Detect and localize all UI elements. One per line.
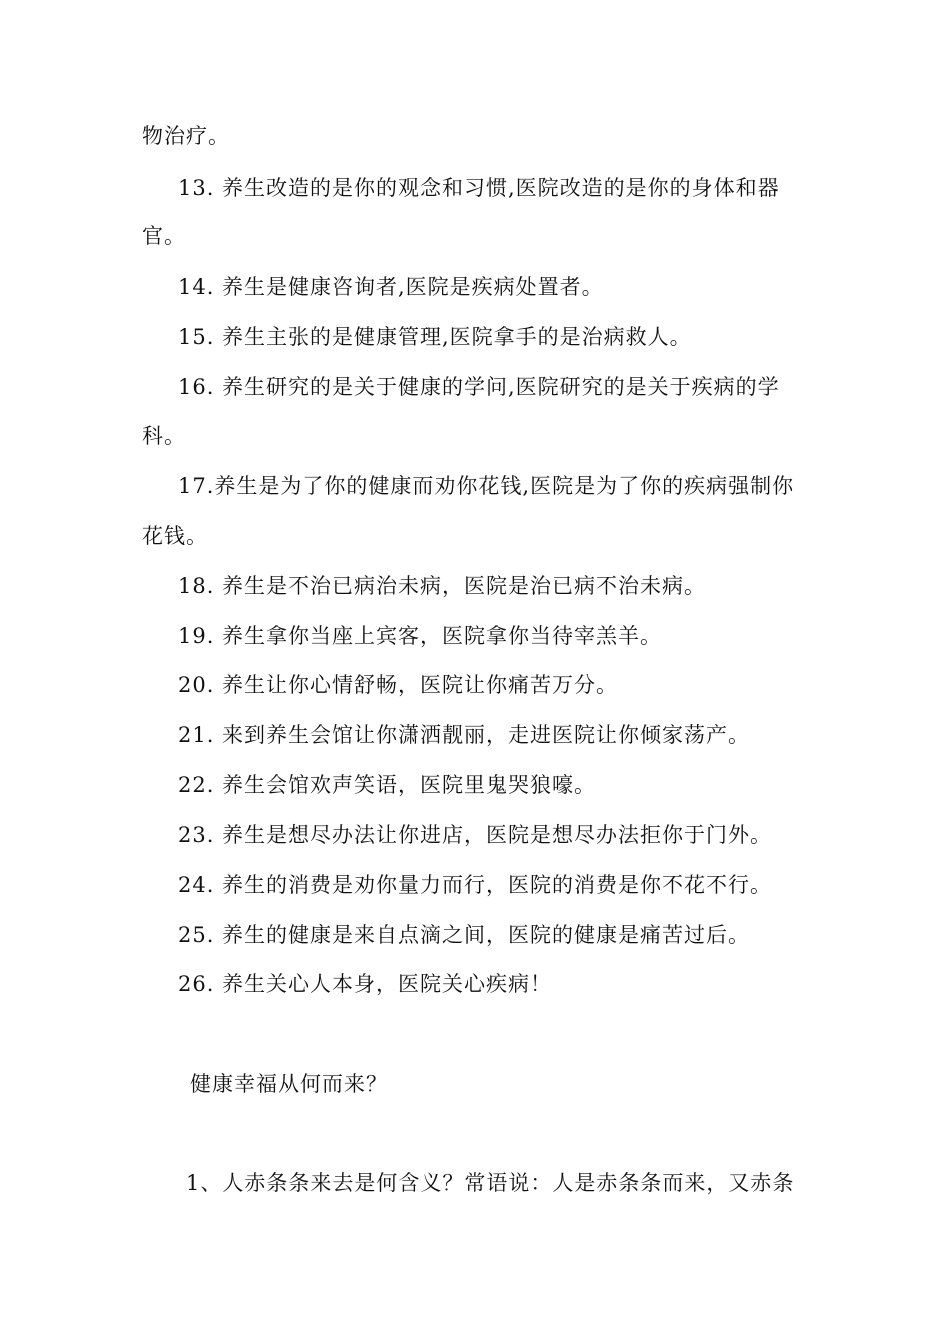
- list-item-14: 14. 养生是健康咨询者,医院是疾病处置者。: [178, 275, 604, 299]
- list-item-26: 26. 养生关心人本身，医院关心疾病！: [178, 972, 552, 996]
- list-item-25: 25. 养生的健康是来自点滴之间，医院的健康是痛苦过后。: [178, 923, 750, 947]
- text-line: 科。: [142, 424, 186, 448]
- text-line: 花钱。: [142, 524, 208, 548]
- text-line: 物治疗。: [142, 124, 230, 148]
- list-item-24: 24. 养生的消费是劝你量力而行，医院的消费是你不花不行。: [178, 873, 772, 897]
- list-item-17: 17.养生是为了你的健康而劝你花钱,医院是为了你的疾病强制你: [178, 474, 795, 498]
- list-item-15: 15. 养生主张的是健康管理,医院拿手的是治病救人。: [178, 325, 692, 349]
- list-item-20: 20. 养生让你心情舒畅，医院让你痛苦万分。: [178, 673, 618, 697]
- section-paragraph: 1、人赤条条来去是何含义？常语说：人是赤条条而来，又赤条: [186, 1171, 795, 1195]
- section-heading: 健康幸福从何而来？: [190, 1072, 388, 1096]
- list-item-16: 16. 养生研究的是关于健康的学问,医院研究的是关于疾病的学: [178, 375, 780, 399]
- list-item-18: 18. 养生是不治已病治未病，医院是治已病不治未病。: [178, 574, 706, 598]
- list-item-19: 19. 养生拿你当座上宾客，医院拿你当待宰羔羊。: [178, 624, 662, 648]
- text-line: 官。: [142, 224, 186, 248]
- list-item-22: 22. 养生会馆欢声笑语，医院里鬼哭狼嚎。: [178, 773, 596, 797]
- list-item-23: 23. 养生是想尽办法让你进店，医院是想尽办法拒你于门外。: [178, 823, 772, 847]
- list-item-13: 13. 养生改造的是你的观念和习惯,医院改造的是你的身体和器: [178, 176, 780, 200]
- list-item-21: 21. 来到养生会馆让你潇洒靓丽，走进医院让你倾家荡产。: [178, 723, 750, 747]
